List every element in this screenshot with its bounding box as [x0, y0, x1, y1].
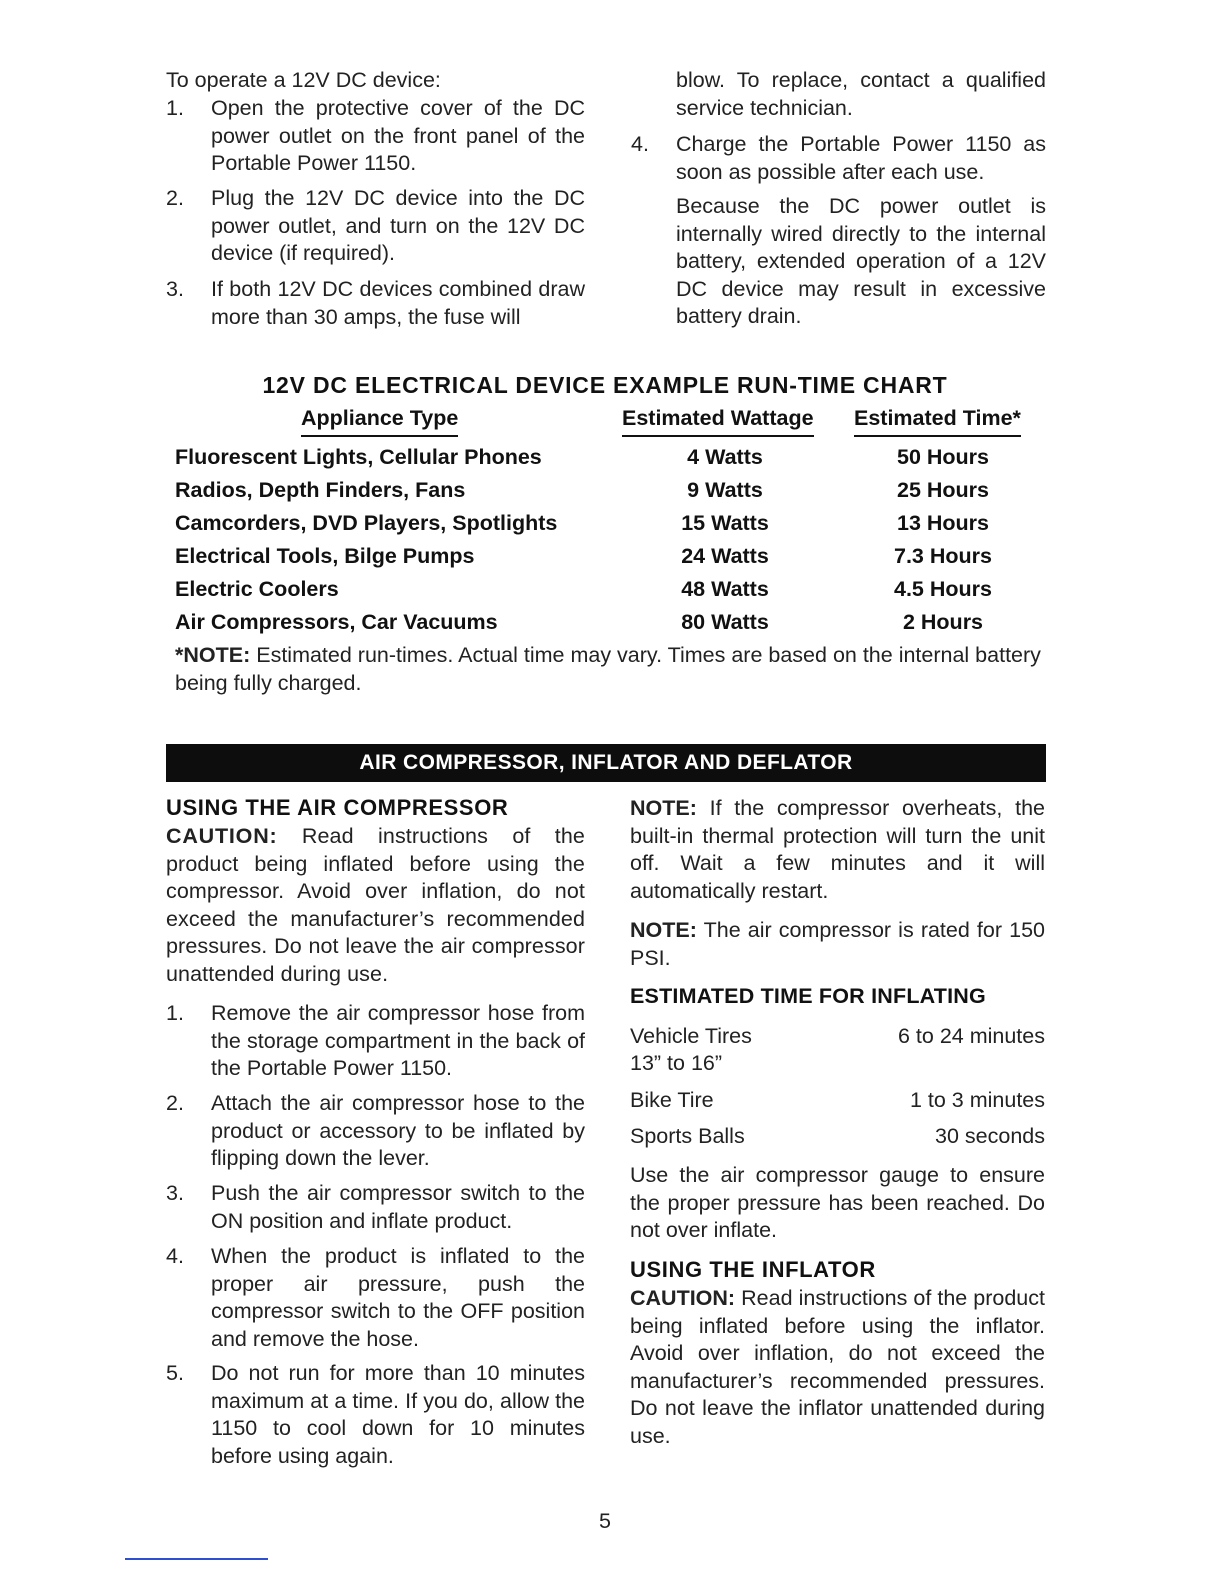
chart-row-wattage: 24 Watts	[681, 544, 769, 568]
page-number: 5	[599, 1509, 611, 1533]
compressor-caution	[166, 823, 585, 988]
step-text: When the product is inflated to the proper air pressure, push the compressor switch to the OFF position and remove the hose.	[211, 1244, 585, 1351]
chart-row-appliance: Air Compressors, Car Vacuums	[175, 610, 498, 634]
inflator-heading: USING THE INFLATOR	[630, 1257, 876, 1282]
note-label: NOTE:	[630, 918, 697, 942]
overheat-note	[630, 795, 1045, 905]
inflate-item-sub: 13” to 16”	[630, 1051, 723, 1075]
chart-row-wattage: 15 Watts	[681, 511, 769, 535]
step-number: 3.	[166, 277, 184, 301]
step-continuation: blow. To replace, contact a qualified service technician.	[676, 68, 1046, 120]
chart-row-time: 7.3 Hours	[894, 544, 992, 568]
chart-row-appliance: Radios, Depth Finders, Fans	[175, 478, 466, 502]
inflator-caution	[630, 1285, 1045, 1450]
chart-row-appliance: Electrical Tools, Bilge Pumps	[175, 544, 475, 568]
chart-row-wattage: 4 Watts	[687, 445, 763, 469]
chart-row-time: 4.5 Hours	[894, 577, 992, 601]
step-number: 1.	[166, 1001, 184, 1025]
chart-row-wattage: 9 Watts	[687, 478, 763, 502]
psi-note	[630, 917, 1045, 972]
intro-text: To operate a 12V DC device:	[166, 68, 441, 92]
chart-note-label: *NOTE:	[175, 643, 251, 667]
step-text: Remove the air compressor hose from the storage compartment in the back of the Portable Power 1150.	[211, 1001, 585, 1080]
caution-label: CAUTION:	[630, 1286, 736, 1310]
caution-text: Read instructions of the product being inflated before using the inflator. Avoid over inflation, do not exceed the manufacturer’s recommended pressures. Do not leave the inflator unattended during use.	[630, 1286, 1045, 1448]
chart-note-text: Estimated run-times. Actual time may vary. Times are based on the internal battery being fully charged.	[175, 643, 1041, 695]
inflate-time: 30 seconds	[935, 1124, 1045, 1148]
caution-label: CAUTION:	[166, 824, 278, 848]
inflate-time: 6 to 24 minutes	[897, 1024, 1045, 1048]
step-text: Attach the air compressor hose to the product or accessory to be inflated by flipping down the lever.	[211, 1091, 585, 1170]
inflate-item: Vehicle Tires	[630, 1024, 752, 1048]
chart-row-wattage: 80 Watts	[681, 610, 769, 634]
footer-rule	[125, 1558, 268, 1560]
section-banner: AIR COMPRESSOR, INFLATOR AND DEFLATOR	[166, 744, 1046, 782]
inflating-time-heading: ESTIMATED TIME FOR INFLATING	[630, 984, 986, 1008]
step-number: 3.	[166, 1181, 184, 1205]
step-number: 4.	[166, 1244, 184, 1268]
chart-row-appliance: Electric Coolers	[175, 577, 339, 601]
header-appliance: Appliance Type	[301, 406, 458, 437]
step-text: Push the air compressor switch to the ON position and inflate product.	[211, 1181, 585, 1233]
inflate-item: Sports Balls	[630, 1124, 745, 1148]
chart-row-time: 50 Hours	[896, 445, 989, 469]
step-text: Plug the 12V DC device into the DC power outlet, and turn on the 12V DC device (if required).	[211, 186, 585, 265]
note-text: If the compressor overheats, the built-in thermal protection will turn the unit off. Wait a few minutes and it will automatically restart.	[630, 796, 1045, 903]
chart-row-appliance: Fluorescent Lights, Cellular Phones	[175, 445, 542, 469]
caution-text: Read instructions of the product being inflated before using the compressor. Avoid over inflation, do not exceed the manufacturer’s recommended pressures. Do not leave the air compressor unattended during use.	[166, 824, 585, 986]
header-time: Estimated Time*	[854, 406, 1021, 437]
step-number: 4.	[631, 132, 649, 156]
step-text: Charge the Portable Power 1150 as soon as possible after each use.	[676, 132, 1046, 184]
inflate-item: Bike Tire	[630, 1088, 714, 1112]
battery-paragraph: Because the DC power outlet is internally wired directly to the internal battery, extended operation of a 12V DC device may result in excessive battery drain.	[676, 194, 1046, 328]
step-number: 5.	[166, 1361, 184, 1385]
chart-row-time: 13 Hours	[896, 511, 989, 535]
inflate-time: 1 to 3 minutes	[909, 1088, 1045, 1112]
chart-row-time: 25 Hours	[896, 478, 989, 502]
note-text: The air compressor is rated for 150 PSI.	[630, 918, 1045, 970]
chart-note	[175, 642, 1045, 697]
step-number: 2.	[166, 186, 184, 210]
step-number: 2.	[166, 1091, 184, 1115]
gauge-paragraph: Use the air compressor gauge to ensure the proper pressure has been reached. Do not over inflate.	[630, 1163, 1045, 1242]
air-compressor-heading: USING THE AIR COMPRESSOR	[166, 795, 509, 820]
step-text: Do not run for more than 10 minutes maximum at a time. If you do, allow the 1150 to cool down for 10 minutes before using again.	[211, 1361, 585, 1468]
header-wattage: Estimated Wattage	[622, 406, 814, 437]
step-text: Open the protective cover of the DC power outlet on the front panel of the Portable Power 1150.	[211, 96, 585, 175]
chart-title: 12V DC ELECTRICAL DEVICE EXAMPLE RUN-TIME CHART	[262, 372, 948, 398]
chart-row-time: 2 Hours	[902, 610, 984, 634]
step-number: 1.	[166, 96, 184, 120]
chart-row-appliance: Camcorders, DVD Players, Spotlights	[175, 511, 558, 535]
step-text: If both 12V DC devices combined draw more than 30 amps, the fuse will	[211, 277, 585, 329]
chart-row-wattage: 48 Watts	[681, 577, 769, 601]
note-label: NOTE:	[630, 796, 697, 820]
